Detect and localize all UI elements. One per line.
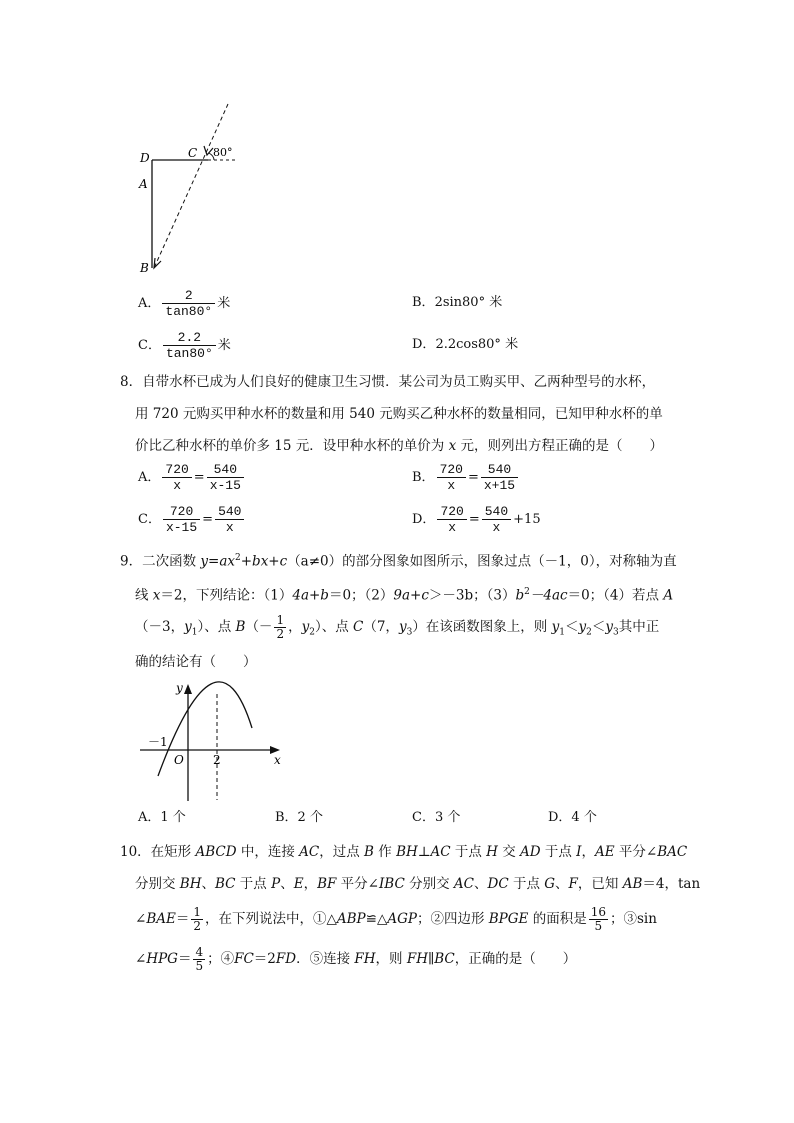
q8-option-b[interactable]: B． $\frac{720}{x}$ = $\frac{540}{x+15}$: [412, 462, 520, 493]
ladder-dashed-line: [154, 104, 228, 268]
q8-option-d[interactable]: D． $\frac{720}{x}$ = $\frac{540}{x}$ +15: [412, 504, 541, 535]
q9-line-3: （－3，$y_1$）、点 B（－ $\frac{1}{2}$ ，$y_2$）、点 C（7，$y_3$）在该函数图象上，则 $y_1<y_2<y_3$其中正: [135, 613, 660, 641]
q10-line-3: ∠BAE＝ $\frac{1}{2}$ ，在下列说法中，①△ABP≌△AGP；②四边形 BPGE 的面积是 $\frac{16}{5}$ ；③sin: [135, 905, 657, 933]
parabola-curve: [158, 682, 252, 776]
q9-option-a[interactable]: A．1 个: [138, 810, 186, 825]
q9-line-2: 线 x＝2，下列结论：（1）4a+b＝0；（2）9a+c＞－3b；$(3)b^2-4ac=0$；（4）若点 A: [135, 587, 674, 604]
arrow-head-top: [204, 146, 213, 155]
label-d: D: [140, 151, 150, 165]
q9-line-4: 确的结论有（ ）: [135, 654, 257, 670]
q7-option-c[interactable]: C． $\frac{2.2}{\tan 80^\circ}$ 米: [138, 330, 231, 361]
q9-option-c[interactable]: C．3 个: [412, 810, 461, 825]
label-a: A: [139, 177, 148, 191]
q8-option-a[interactable]: A． $\frac{720}{x}$ = $\frac{540}{x-15}$: [138, 462, 246, 493]
parabola-figure: [140, 676, 300, 806]
label-angle: 80°: [213, 146, 233, 159]
q10-line-4: ∠HPG＝ $\frac{4}{5}$ ；④FC＝2FD．⑤连接 FH，则 FH∥BC，正确的是（ ）: [135, 945, 577, 973]
q9-option-b[interactable]: B．2 个: [275, 810, 323, 825]
ladder-figure: [130, 98, 260, 278]
label-x: x: [274, 753, 281, 767]
label-c: C: [188, 146, 198, 160]
q8-line-1: 8．自带水杯已成为人们良好的健康卫生习惯．某公司为员工购买甲、乙两种型号的水杯，: [120, 374, 656, 390]
q7-option-b[interactable]: B．2sin80° 米: [412, 295, 503, 310]
label-origin: O: [174, 753, 184, 767]
q9-option-d[interactable]: D．4 个: [548, 810, 597, 825]
label-b: B: [140, 261, 149, 275]
q10-line-2: 分别交 BH、BC 于点 P、E，BF 平分∠IBC 分别交 AC、DC 于点 G、F，已知 AB＝4，tan: [135, 876, 701, 892]
y-axis-arrow: [184, 684, 192, 694]
label-y: y: [176, 681, 183, 695]
q9-line-1: 9．二次函数 $y=ax^2+bx+c(a\ne 0)$的部分图象如图所示，图象过点（－1，0），对称轴为直: [120, 553, 677, 570]
label-two: 2: [213, 753, 221, 767]
q7-a-fraction: $\frac{2}{\tan 80^\circ}$: [162, 288, 215, 319]
q7-c-fraction: $\frac{2.2}{\tan 80^\circ}$: [163, 330, 216, 361]
q8-line-2: 用 720 元购买甲种水杯的数量和用 540 元购买乙种水杯的数量相同，已知甲种水杯的单: [135, 406, 663, 422]
q8-line-3: 价比乙种水杯的单价多 15 元．设甲种水杯的单价为 x 元，则列出方程正确的是（ ）: [135, 438, 663, 454]
q10-line-1: 10．在矩形 ABCD 中，连接 AC，过点 B 作 BH⊥AC 于点 H 交 AD 于点 I，AE 平分∠BAC: [120, 844, 688, 860]
q7-option-d[interactable]: D．2.2cos80° 米: [412, 337, 519, 352]
q7-option-a[interactable]: A． $\frac{2}{\tan 80^\circ}$ 米: [138, 288, 231, 319]
label-minus-one: －1: [148, 735, 168, 749]
q8-option-c[interactable]: C． $\frac{720}{x-15}$ = $\frac{540}{x}$: [138, 504, 246, 535]
